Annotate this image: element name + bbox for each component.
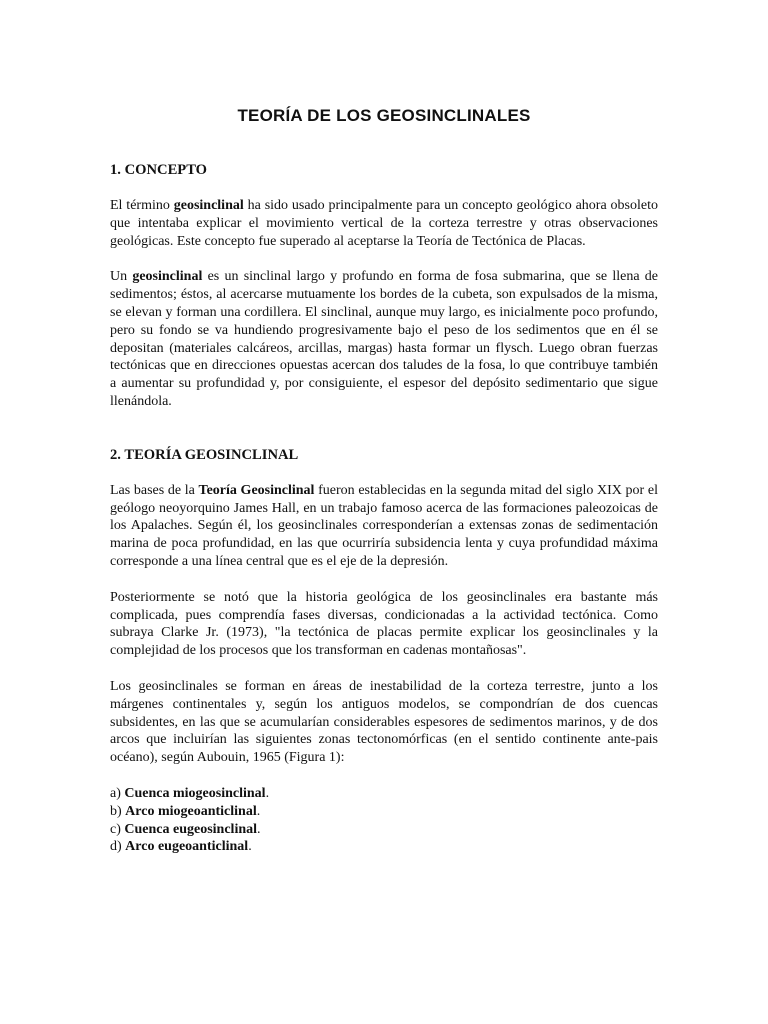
paragraph-teoria-3: Los geosinclinales se forman en áreas de inestabilidad de la corteza terrestre, junto a los márgenes continentales y, según los antiguos modelos, se compondrían de dos cuencas subsidentes, en las que se acumularían considerables espesores de sedimentos marinos, y de dos arcos que incluirían las siguientes zonas tectonomórficas (en el sentido continente ante-pais océano), según Aubouin, 1965 (Figura 1): [110, 678, 658, 766]
paragraph-text: Las bases de la [110, 482, 199, 498]
paragraph-teoria-1 [110, 482, 658, 571]
list-item-prefix: c) [110, 821, 125, 837]
list-item-suffix: . [248, 839, 252, 855]
paragraph-text: ha sido usado principalmente para un concepto geológico ahora obsoleto que intentaba explicar el movimiento vertical de la corteza terrestre y otras observaciones geológicas. Este concepto fue superado al aceptarse la Teoría de Tectónica de Placas. [110, 198, 658, 249]
list-item [110, 803, 658, 821]
document-title: TEORÍA DE LOS GEOSINCLINALES [237, 106, 531, 125]
bold-term: geosinclinal [132, 269, 203, 285]
paragraph-concepto-2 [110, 268, 658, 410]
list-item-suffix: . [257, 821, 261, 837]
section-heading-concepto: 1. CONCEPTO [110, 162, 208, 178]
list-item [110, 838, 658, 856]
bold-term: geosinclinal [173, 198, 244, 213]
bold-term: Teoría Geosinclinal [198, 482, 315, 498]
list-item-suffix: . [265, 785, 270, 801]
paragraph-concepto-1 [110, 197, 658, 250]
paragraph-teoria-2: Posteriormente se notó que la historia geológica de los geosinclinales era bastante más complicada, pues comprendía fases diversas, condicionadas a la actividad tectónica. Como subraya Clarke Jr. (1973), "la tectónica de placas permite explicar los geosinclinales y la complejidad de los procesos que los transforman en cadenas montañosas". [110, 589, 658, 659]
paragraph-text: es un sinclinal largo y profundo en forma de fosa submarina, que se llena de sedimentos; éstos, al acercarse mutuamente los bordes de la cubeta, son expulsados de la misma, se elevan y forman una cordillera. El sinclinal, aunque muy largo, es inicialmente poco profundo, pero su fondo se va hundiendo progresivamente bajo el peso de los sedimentos que en él se depositan (materiales calcáreos, arcillas, margas) hasta formar un flysch. Luego obran fuerzas tectónicas que en direcciones opuestas acercan dos taludes de la fosa, lo que contribuye también a aumentar su profundidad y, por consiguiente, el espesor del depósito sedimentario que sigue llenándola. [110, 269, 658, 409]
list-item [110, 785, 658, 803]
list-item-term: Cuenca eugeosinclinal [124, 821, 258, 837]
paragraph-text: El término [110, 198, 174, 213]
list-item-prefix: a) [110, 785, 125, 801]
paragraph-text: fueron establecidas en la segunda mitad del siglo XIX por el geólogo neoyorquino James Hall, en un trabajo famoso acerca de las formaciones paleozoicas de los Apalaches. Según él, los geosinclinales corresponderían a extensas zonas de sedimentación marina de poca profundidad, en las que ocurriría subsidencia lenta y cuya profundidad máxima corresponde a una línea central que es el eje de la depresión. [110, 482, 658, 569]
list-item-prefix: b) [110, 803, 126, 819]
list-item [110, 821, 658, 839]
list-item-term: Arco miogeoanticlinal [125, 803, 257, 819]
list-item-term: Arco eugeoanticlinal [125, 839, 249, 855]
paragraph-text: Un [110, 269, 133, 285]
list-item-suffix: . [256, 803, 261, 819]
section-heading-teoria: 2. TEORÍA GEOSINCLINAL [110, 446, 299, 463]
list-item-prefix: d) [110, 839, 126, 855]
zone-list [110, 785, 658, 856]
list-item-term: Cuenca miogeosinclinal [124, 785, 266, 801]
